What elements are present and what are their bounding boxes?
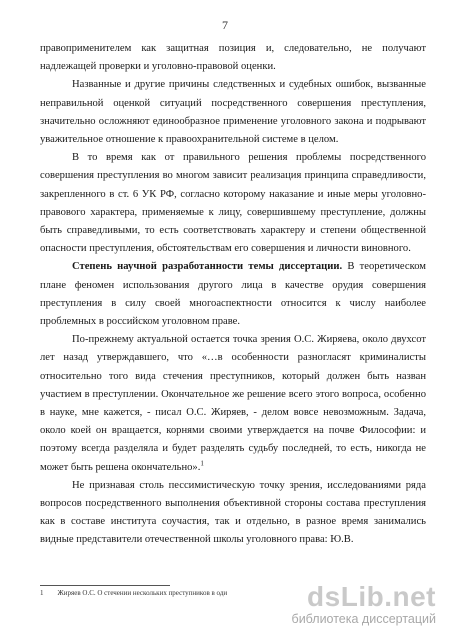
watermark-logo: dsLib.net <box>307 580 436 612</box>
paragraph-4 <box>40 258 426 331</box>
page-number: 7 <box>222 18 228 32</box>
paragraph-4-text: В теоретическом плане феномен использования другого лица в качестве орудия совершения преступления в силу своей многоаспектности относится к числу наиболее проблемных в российском уголовном праве. <box>40 261 426 328</box>
document-body <box>40 40 426 550</box>
footnote-text: Жиряев О.С. О стечении нескольких преступников в оди <box>57 589 228 597</box>
paragraph-3: В то время как от правильного решения проблемы посредственного совершения преступления во многом зависит реализация принципа справедливости, закрепленного в ст. 6 УК РФ, согласно которому наказание и иные меры уголовно-правового характера, применяемые к лицу, совершившему преступление, должны быть справедливыми, то есть соответствовать характеру и степени общественной опасности преступления, обстоятельствам его совершения и личности виновного. <box>40 152 426 255</box>
section-heading: Степень научной разработанности темы диссертации. <box>72 261 343 273</box>
paragraph-2: Названные и другие причины следственных и судебных ошибок, вызванные неправильной оценкой ситуаций посредственного совершения преступления, значительно осложняют единообразное применение уголовного закона и подрывают уважительное отношение к правоохранительной системе в целом. <box>40 79 426 146</box>
paragraph-6: Не признавая столь пессимистическую точку зрения, исследованиями ряда вопросов посредственного выполнения объективной стороны состава преступления как в составе института соучастия, так и отдельно, в разное время занимались видные представители отечественной школы уголовного права: Ю.В. <box>40 479 426 546</box>
footnote-mark: 1 <box>40 589 44 597</box>
paragraph-5-text: По-прежнему актуальной остается точка зрения О.С. Жиряева, около двухсот лет назад утверждавшего, что «…в особенности разногласят криминалисты относительно того вида стечения преступников, который должен быть назван участием в преступлении. Окончательное же решение всего этого вопроса, особенно в науке, мне кажется, - писал О.С. Жиряев, - делом вовсе невозможным. Задача, около коей он вращается, корнями своими утверждается на почве Философии: и поэтому всегда разделяла и будет разделять судьбу последней, то есть, никогда не может быть решена окончательно». <box>40 334 426 473</box>
watermark <box>266 580 436 626</box>
paragraph-1: правоприменителем как защитная позиция и, следовательно, не получают надлежащей проверки и уголовно-правовой оценки. <box>40 43 426 73</box>
footnote-divider <box>40 585 170 586</box>
paragraph-5 <box>40 331 426 477</box>
watermark-caption: библиотека диссертаций <box>291 611 436 626</box>
footnote-reference[interactable]: 1 <box>200 459 204 468</box>
